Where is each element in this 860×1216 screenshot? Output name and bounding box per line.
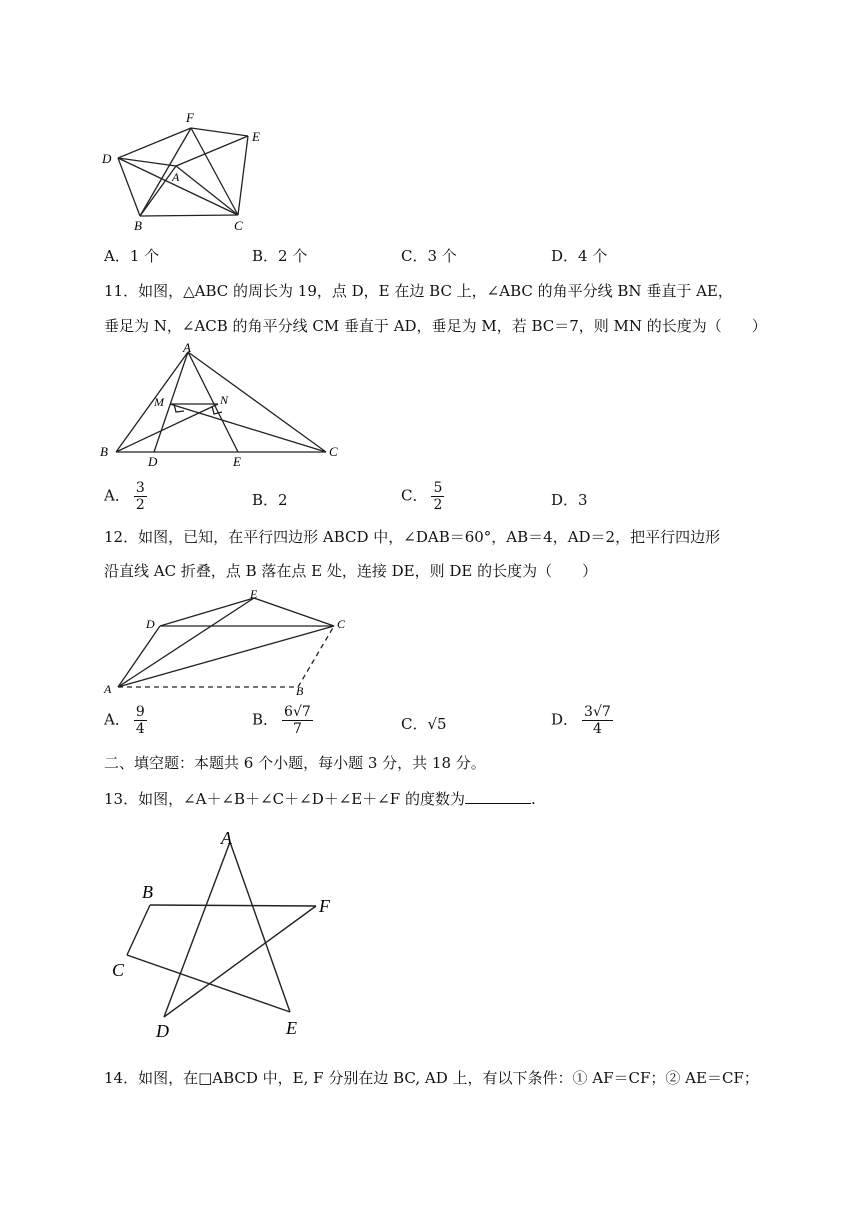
q11-figure <box>96 340 346 468</box>
q11-label-e: E <box>233 454 241 468</box>
q11-label-c: C <box>329 444 338 459</box>
q11-question-line1: 11．如图，△ABC 的周长为 19，点 D，E 在边 BC 上，∠ABC 的角平分线 BN 垂直于 AE， <box>104 282 733 300</box>
q12-figure <box>98 584 363 699</box>
q10-label-c: C <box>234 218 243 233</box>
q10-label-b: B <box>134 218 142 233</box>
q11-option-b[interactable]: B．2 <box>252 491 288 509</box>
q13-label-d: D <box>156 1021 169 1041</box>
q12-option-a[interactable]: A． $\frac{9}{4}$ <box>104 704 145 737</box>
q12-label-b: B <box>296 684 304 698</box>
q13-prefix: 13．如图，∠A＋∠B＋∠C＋∠D＋∠E＋∠F 的度数为 <box>104 790 465 808</box>
q12-label-a: A <box>104 682 112 696</box>
q10-label-a: A <box>172 170 180 184</box>
q11-label-n: N <box>220 393 229 407</box>
q12-option-c[interactable]: C．√5 <box>401 715 447 733</box>
q13-answer-blank[interactable] <box>465 789 531 804</box>
q12-option-d[interactable]: D． $\frac{3√7}{4}$ <box>551 704 611 737</box>
q14-question-line1: 14．如图，在□ABCD 中，E, F 分别在边 BC, AD 上，有以下条件：① AF＝CF；② AE＝CF； <box>104 1069 759 1087</box>
q10-option-d[interactable]: D．4 个 <box>551 247 608 265</box>
q10-label-d: D <box>102 151 112 166</box>
q11-option-a[interactable]: A． $\frac{3}{2}$ <box>104 480 145 513</box>
q12-question-line2: 沿直线 AC 折叠，点 B 落在点 E 处，连接 DE，则 DE 的长度为（ ） <box>104 562 598 580</box>
q13-label-a: A <box>221 828 232 848</box>
q11-question-line2: 垂足为 N，∠ACB 的角平分线 CM 垂直于 AD，垂足为 M，若 BC＝7，则 MN 的长度为（ ） <box>104 317 767 335</box>
q12-label-e: E <box>250 587 258 601</box>
q13-suffix: . <box>530 790 536 808</box>
q13-label-e: E <box>286 1018 297 1038</box>
section-heading: 二、填空题：本题共 6 个小题，每小题 3 分，共 18 分。 <box>104 754 486 772</box>
q10-option-b[interactable]: B．2 个 <box>252 247 308 265</box>
q13-question <box>104 789 536 809</box>
q12-option-b[interactable]: B． $\frac{6√7}{7}$ <box>252 704 311 737</box>
q10-label-e: E <box>252 129 260 144</box>
q13-label-f: F <box>319 896 330 916</box>
q11-label-d: D <box>148 454 158 468</box>
q11-option-c[interactable]: C． $\frac{5}{2}$ <box>401 480 443 513</box>
q10-option-c[interactable]: C．3 个 <box>401 247 457 265</box>
q12-label-d: D <box>146 617 155 631</box>
q11-option-d[interactable]: D．3 <box>551 491 588 509</box>
q12-question-line1: 12．如图，已知，在平行四边形 ABCD 中，∠DAB＝60°，AB＝4，AD＝2，把平行四边形 <box>104 528 721 546</box>
q10-figure <box>96 106 276 234</box>
q11-label-a: A <box>183 340 191 355</box>
q11-label-m: M <box>154 395 164 409</box>
q11-label-b: B <box>100 444 108 459</box>
q13-figure <box>100 822 350 1042</box>
q12-label-c: C <box>337 617 346 631</box>
q10-label-f: F <box>186 110 194 125</box>
q13-label-b: B <box>142 882 153 902</box>
q13-label-c: C <box>112 960 125 980</box>
q10-option-a[interactable]: A．1 个 <box>104 247 160 265</box>
